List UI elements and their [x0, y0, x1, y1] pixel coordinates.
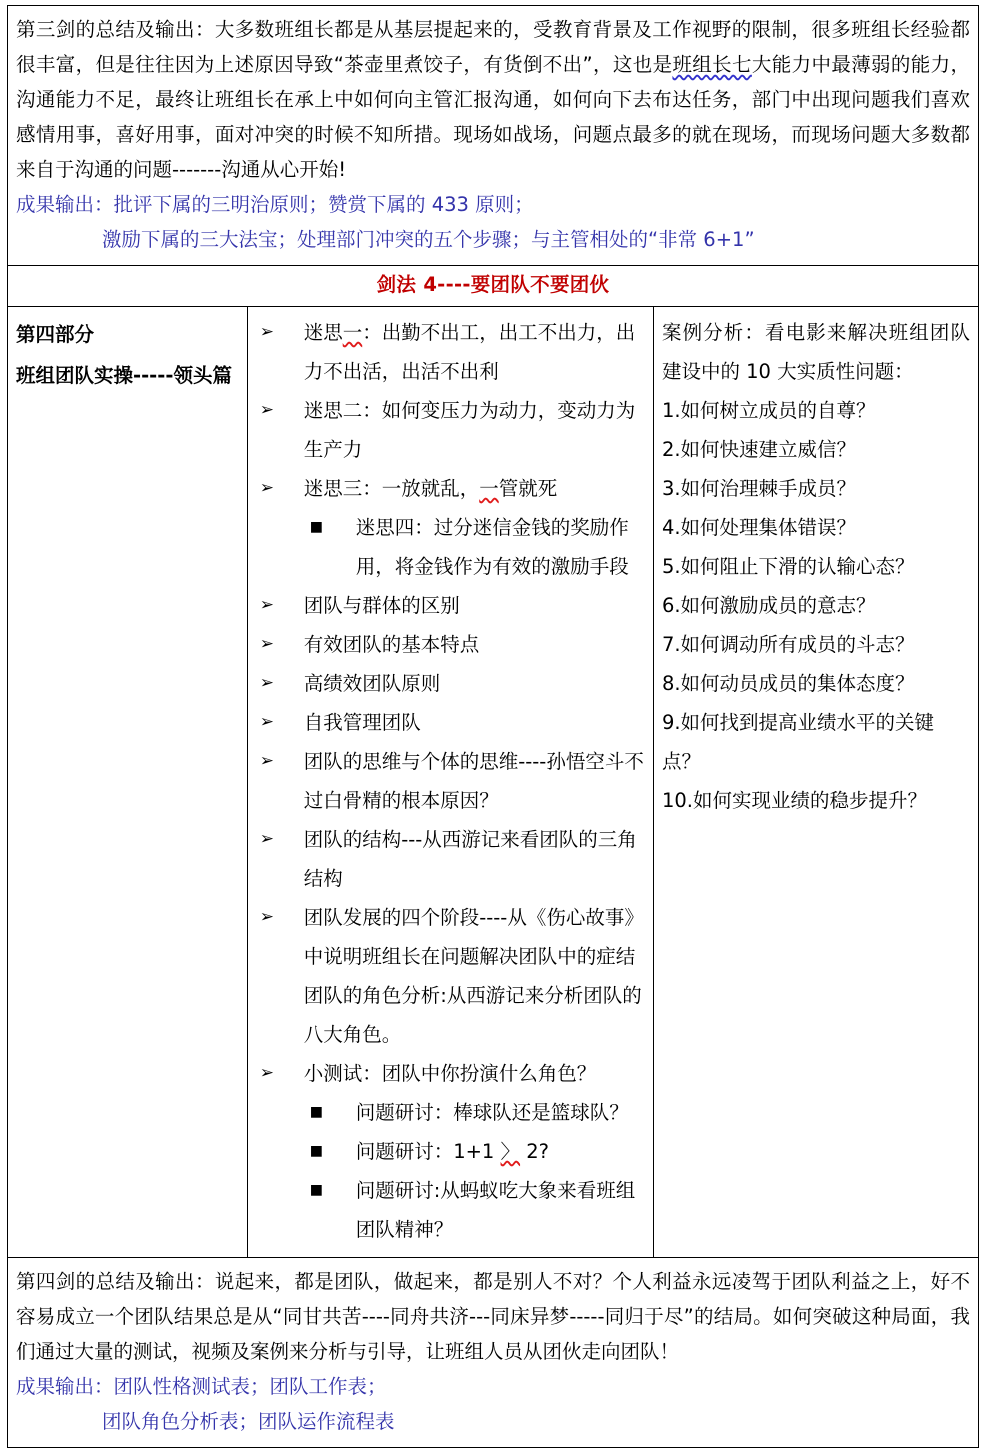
- topics-cell: [247, 307, 653, 1258]
- case-analysis-question-list: [662, 391, 970, 820]
- arrow-bullet-icon: ➢: [259, 712, 274, 732]
- section-label-cell: [8, 307, 248, 1258]
- arrow-bullet-icon: ➢: [259, 595, 274, 615]
- topic-item-label: 团队的思维与个体的思维----孙悟空斗不过白骨精的根本原因？: [303, 750, 644, 812]
- top-summary-spellcheck-span: 班组长七: [672, 53, 752, 76]
- bottom-summary-row: [8, 1258, 979, 1448]
- bottom-summary-paragraph: 第四剑的总结及输出：说起来，都是团队，做起来，都是别人不对？个人利益永远凌驾于团队利益之上，好不容易成立一个团队结果总是从“同甘共苦----同舟共济---同床异梦-----同归于尽”的结局。如何突破这种局面，我们通过大量的测试，视频及案例来分析与引导，让班组人员从团伙走向团队！: [16, 1270, 970, 1363]
- topic-item: [256, 742, 645, 820]
- arrow-bullet-icon: ➢: [259, 1063, 274, 1083]
- topic-item: [256, 313, 645, 391]
- spellcheck-span: 一: [479, 477, 499, 500]
- top-summary-paragraph: [16, 12, 970, 187]
- topic-item: [256, 820, 645, 898]
- case-analysis-question: 2.如何快速建立威信？: [661, 438, 857, 461]
- topic-item-label: 有效团队的基本特点: [303, 633, 480, 656]
- topics-list: [256, 313, 645, 1249]
- arrow-bullet-icon: ➢: [259, 829, 274, 849]
- topic-item: [256, 664, 645, 703]
- case-analysis-question: 9.如何找到提高业绩水平的关键点？: [661, 711, 935, 773]
- square-bullet-icon: ■: [309, 1104, 323, 1120]
- arrow-bullet-icon: ➢: [259, 322, 274, 342]
- topic-item-label: 迷思三：一放就乱，一管就死: [303, 477, 558, 500]
- topic-item: [256, 898, 645, 1054]
- topic-item: [256, 1054, 645, 1093]
- top-summary-suffix: 大能力中最薄弱的能力，沟通能力不足，最终让班组长在承上中如何向主管汇报沟通，如何向下去布达任务，部门中出现问题我们喜欢感情用事，喜好用事，面对冲突的时候不知所措。现场如战场，问题点最多的就在现场，而现场问题大多数都来自于沟通的问题-------沟通从心开始!: [16, 53, 970, 181]
- topic-item-label: 迷思一：出勤不出工，出工不出力，出力不出活，出活不出利: [303, 321, 636, 383]
- banner-row: [8, 266, 979, 307]
- main-content-row: [8, 307, 979, 1258]
- case-analysis-question: 7.如何调动所有成员的斗志？: [661, 633, 915, 656]
- case-analysis-question: 3.如何治理棘手成员？: [661, 477, 857, 500]
- topic-item-label: 团队的结构---从西游记来看团队的三角结构: [303, 828, 637, 890]
- arrow-bullet-icon: ➢: [259, 400, 274, 420]
- bottom-summary-cell: [8, 1258, 979, 1448]
- topic-item-label: 团队与群体的区别: [303, 594, 460, 617]
- case-analysis-question: 6.如何激励成员的意志？: [661, 594, 876, 617]
- square-bullet-icon: ■: [309, 1182, 323, 1198]
- topic-item-label: 小测试：团队中你扮演什么角色？: [303, 1062, 597, 1085]
- topic-item-label: 问题研讨：1+1 〉 2?: [355, 1140, 550, 1163]
- topic-item-label: 问题研讨:从蚂蚁吃大象来看班组团队精神？: [355, 1179, 636, 1241]
- top-summary-cell: [8, 6, 979, 266]
- square-bullet-icon: ■: [309, 1143, 323, 1159]
- topic-item: [256, 703, 645, 742]
- topic-item-label: 迷思二：如何变压力为动力，变动力为生产力: [303, 399, 636, 461]
- square-bullet-icon: ■: [309, 519, 323, 535]
- case-analysis-question: 4.如何处理集体错误？: [661, 516, 857, 539]
- topic-item-label: 问题研讨：棒球队还是篮球队？: [355, 1101, 629, 1124]
- topic-item: [256, 391, 645, 469]
- topic-item-label: 高绩效团队原则: [303, 672, 441, 695]
- document-page: [0, 5, 986, 1433]
- top-outcome-line-1: 成果输出：批评下属的三明治原则；赞赏下属的 433 原则；: [16, 193, 534, 216]
- topic-item: [256, 586, 645, 625]
- case-analysis-question: 10.如何实现业绩的稳步提升？: [661, 789, 927, 812]
- arrow-bullet-icon: ➢: [259, 673, 274, 693]
- topic-item-label: 自我管理团队: [303, 711, 421, 734]
- topic-item: [256, 1093, 645, 1132]
- course-outline-table: [7, 5, 979, 1448]
- topic-item-label: 迷思四：过分迷信金钱的奖励作用，将金钱作为有效的激励手段: [355, 516, 629, 578]
- top-summary-prefix: 第三剑的总结及输出：大多数班组长都是从基层提起来的，受教育背景及工作视野的限制，很多班组长经验都很丰富，但是往往因为上述原因导致“茶壶里煮饺子，有货倒不出”，这也是: [16, 18, 970, 76]
- topic-item: [256, 469, 645, 508]
- top-outcome-line-2: 激励下属的三大法宝；处理部门冲突的五个步骤；与主管相处的“非常 6+1”: [102, 228, 755, 251]
- section-part-number: 第四部分: [16, 323, 95, 346]
- topic-item: [256, 1132, 645, 1171]
- topic-item-label: 团队发展的四个阶段----从《伤心故事》中说明班组长在问题解决团队中的症结团队的角色分析:从西游记来分析团队的八大角色。: [303, 906, 644, 1046]
- banner-title: 剑法 4----要团队不要团伙: [376, 273, 610, 296]
- bottom-outcome-line-1: 成果输出：团队性格测试表；团队工作表；: [16, 1375, 387, 1398]
- case-analysis-question: 1.如何树立成员的自尊？: [661, 399, 876, 422]
- arrow-bullet-icon: ➢: [259, 478, 274, 498]
- case-analysis-cell: [653, 307, 978, 1258]
- spellcheck-span: 〉: [500, 1140, 521, 1163]
- spellcheck-span: 一: [342, 321, 363, 344]
- arrow-bullet-icon: ➢: [259, 634, 274, 654]
- case-analysis-lead: 案例分析：看电影来解决班组团队建设中的 10 大实质性问题：: [661, 321, 970, 383]
- topic-item: [256, 1171, 645, 1249]
- banner-cell: [8, 266, 979, 307]
- section-part-title: 班组团队实操-----领头篇: [16, 364, 232, 387]
- arrow-bullet-icon: ➢: [259, 751, 274, 771]
- arrow-bullet-icon: ➢: [259, 907, 274, 927]
- case-analysis-question: 8.如何动员成员的集体态度？: [661, 672, 915, 695]
- bottom-outcome-line-2: 团队角色分析表；团队运作流程表: [102, 1410, 395, 1433]
- topic-item: [256, 625, 645, 664]
- case-analysis-question: 5.如何阻止下滑的认输心态？: [661, 555, 915, 578]
- top-summary-row: [8, 6, 979, 266]
- topic-item: [256, 508, 645, 586]
